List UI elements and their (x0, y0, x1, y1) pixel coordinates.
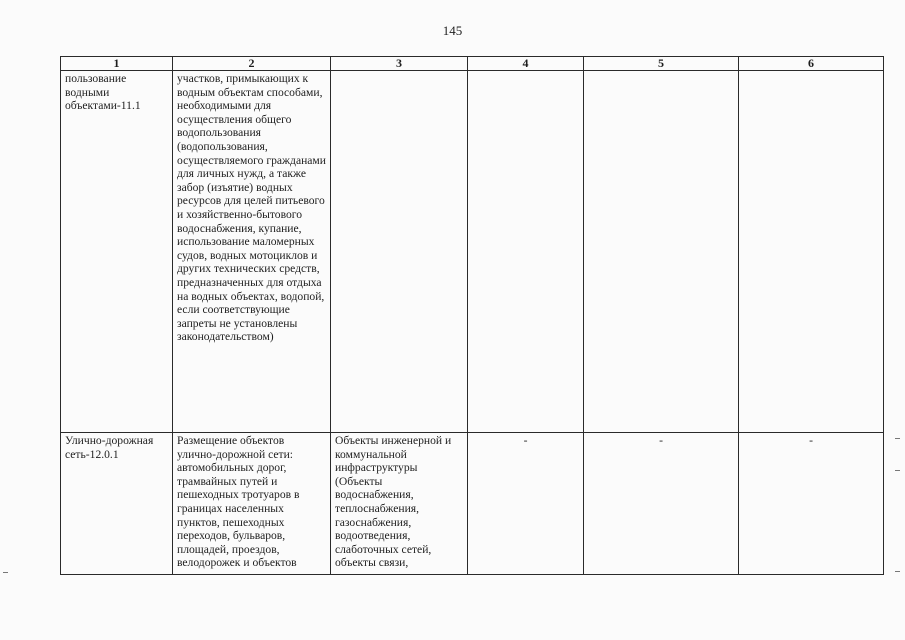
table-header-row (61, 57, 884, 71)
cell-description: участков, примыкающих к водным объектам способами, необходимыми для осуществления общего водопользования (водопользования, осуществляемого гражданами для личных нужд, а также забор (изъятие) водных ресурсов для целей питьевого и хозяйственно-бытового водоснабжения, купание, использование маломерных судов, водных мотоциклов и других технических средств, предназначенных для отдыха на водных объектах, водопой, если соответствующие запреты не установлены законодательством) (173, 71, 331, 433)
cell-col6 (739, 71, 884, 433)
header-col-6: 6 (739, 57, 884, 71)
cell-col3: Объекты инженерной и коммунальной инфраструктуры (Объекты водоснабжения, теплоснабжения, газоснабжения, водоотведения, слаботочных сетей, объекты связи, (331, 433, 468, 575)
cell-description: Размещение объектов улично-дорожной сети: автомобильных дорог, трамвайных путей и пешеходных тротуаров в границах населенных пунктов, пешеходных переходов, бульваров, площадей, проездов, велодорожек и объектов (173, 433, 331, 575)
cell-col5: - (584, 433, 739, 575)
scan-mark (895, 470, 900, 471)
header-col-4: 4 (468, 57, 584, 71)
scan-mark (895, 438, 900, 439)
header-col-3: 3 (331, 57, 468, 71)
table-row (61, 71, 884, 433)
cell-col5 (584, 71, 739, 433)
cell-col4 (468, 71, 584, 433)
cell-col3 (331, 71, 468, 433)
header-col-5: 5 (584, 57, 739, 71)
cell-use-type: пользование водными объектами-11.1 (61, 71, 173, 433)
header-col-1: 1 (61, 57, 173, 71)
document-table (60, 56, 884, 575)
page-number: 145 (442, 23, 463, 38)
header-col-2: 2 (173, 57, 331, 71)
cell-use-type: Улично-дорожная сеть-12.0.1 (61, 433, 173, 575)
scan-mark (895, 571, 900, 572)
cell-col4: - (468, 433, 584, 575)
cell-col6: - (739, 433, 884, 575)
scan-mark (3, 572, 8, 573)
table-row (61, 433, 884, 575)
